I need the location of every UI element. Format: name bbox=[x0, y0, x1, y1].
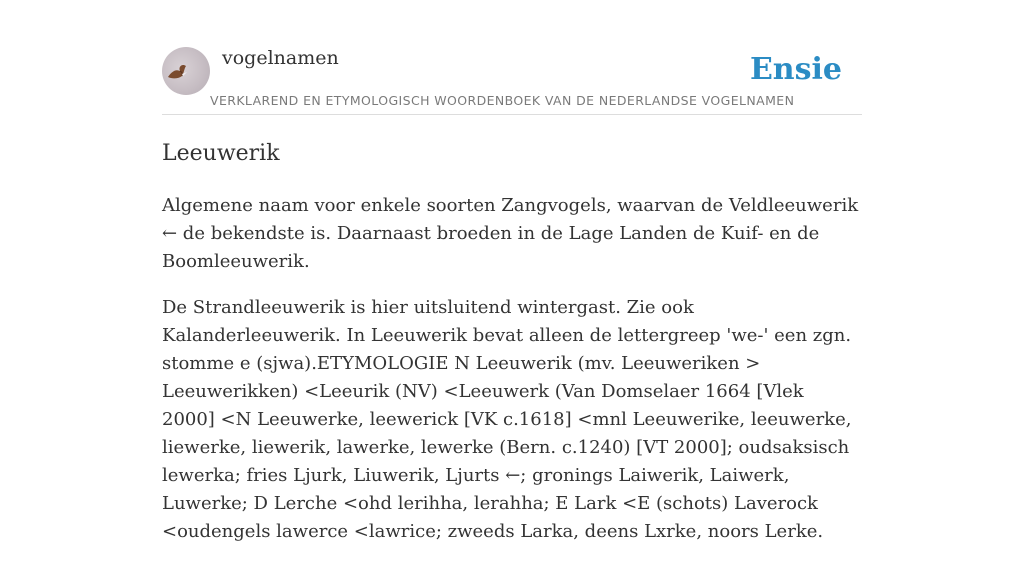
entry-title: Leeuwerik bbox=[162, 141, 280, 166]
entry-content bbox=[162, 136, 862, 564]
site-tagline: VERKLAREND EN ETYMOLOGISCH WOORDENBOEK VAN DE NEDERLANDSE VOGELNAMEN bbox=[210, 93, 795, 108]
site-name[interactable]: vogelnamen bbox=[222, 47, 339, 69]
bird-photo-icon bbox=[162, 47, 210, 95]
site-header bbox=[162, 46, 862, 116]
brand-logo[interactable]: Ensie bbox=[749, 52, 842, 87]
header-divider bbox=[162, 114, 862, 115]
entry-paragraph: De Strandleeuwerik is hier uitsluitend wintergast. Zie ook Kalanderleeuwerik. In Leeuwerik bevat alleen de lettergreep 'we-' een zgn. stomme e (sjwa).ETYMOLOGIE N Leeuwerik (mv. Leeuweriken > Leeuwerikken) <Leeurik (NV) <Leeuwerk (Van Domselaer 1664 [Vlek 2000] <N Leeuwerke, leewerick [VK c.1618] <mnl Leeuwerike, leeuwerke, liewerke, liewerik, lawerke, lewerke (Bern. c.1240) [VT 2000]; oudsaksisch lewerka; fries Ljurk, Liuwerik, Ljurts ←; gronings Laiwerik, Laiwerk, Luwerke; D Lerche <ohd lerihha, lerahha; E Lark <E (schots) Laverock <oudengels lawerce <lawrice; zweeds Larka, deens Lxrke, noors Lerke. bbox=[162, 297, 852, 542]
entry-paragraph: Algemene naam voor enkele soorten Zangvogels, waarvan de Veldleeuwerik ← de bekendste is. Daarnaast broeden in de Lage Landen de Kuif- en de Boomleeuwerik. bbox=[162, 195, 859, 272]
avatar[interactable] bbox=[162, 47, 210, 95]
